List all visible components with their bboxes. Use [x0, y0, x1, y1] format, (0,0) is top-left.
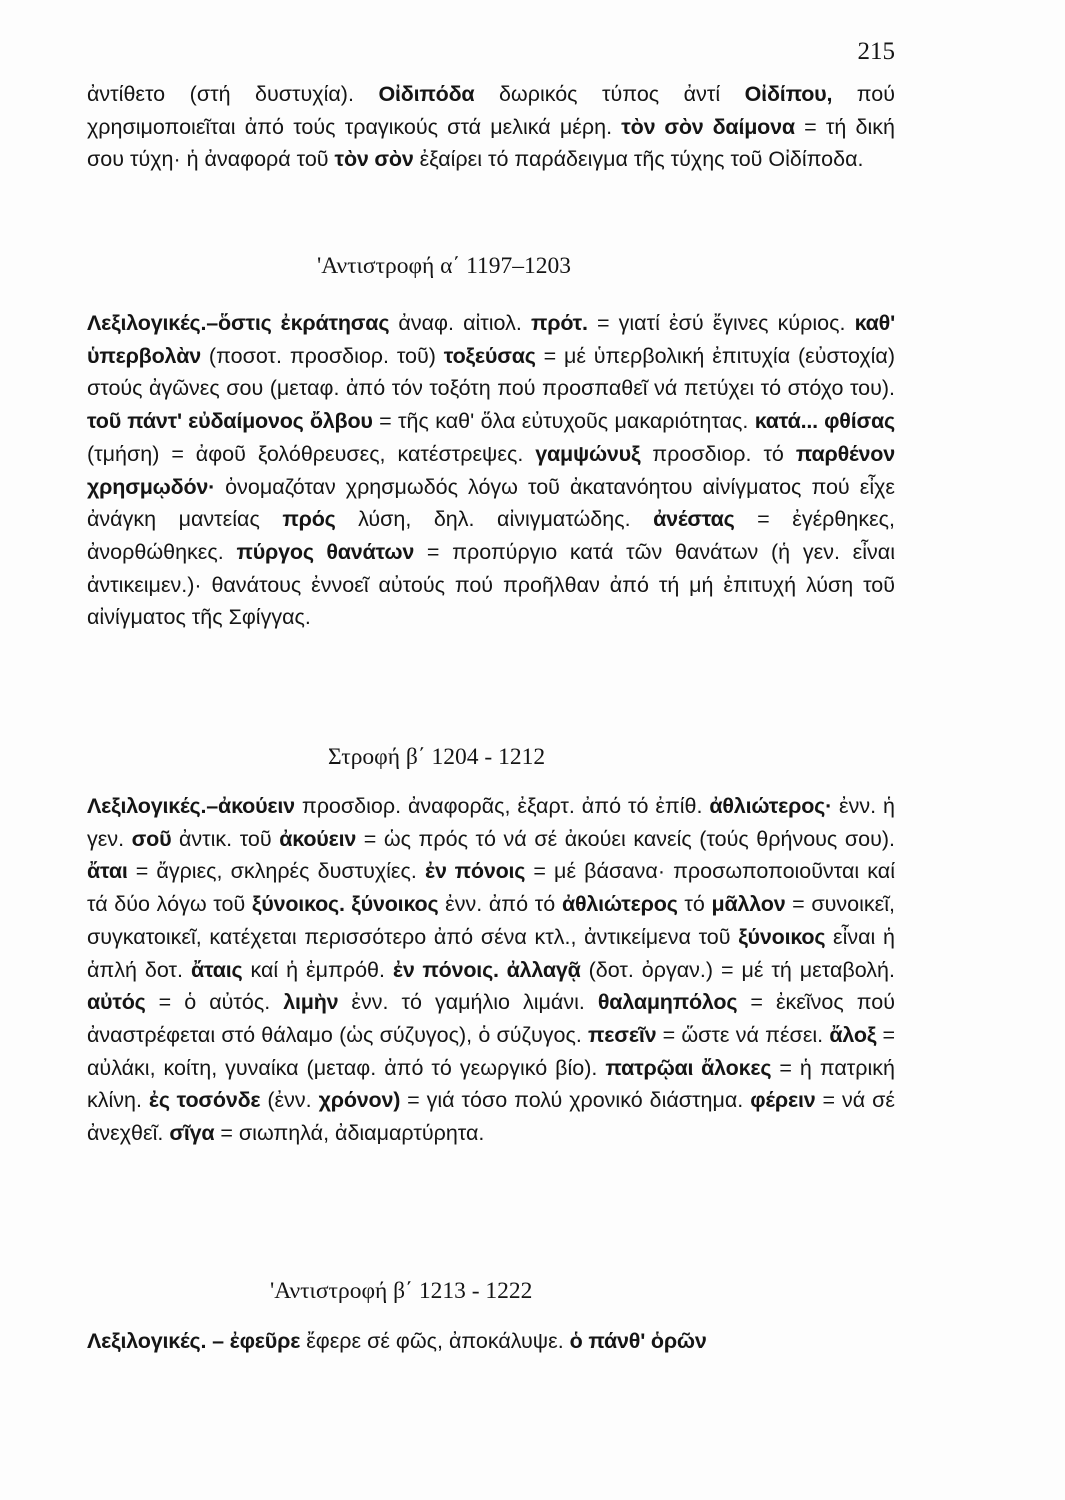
text-run: καί ἡ ἐμπρόθ.	[242, 957, 393, 982]
term-bold: σοῦ	[131, 826, 172, 851]
text-run: = γιά τόσο πολύ χρονικό διάστημα.	[400, 1088, 751, 1113]
text-run: = μέ ὑπερβολική ἐπιτυχία (εὐστοχία) στούς ἀγῶνες σου (μεταφ. ἀπό τόν τοξότη πού προσπαθεῖ νά πετύχει τό στόχο του).	[87, 343, 895, 401]
term-bold: γαμψώνυξ	[535, 441, 641, 466]
text-run: ἐνν. ἀπό τό	[438, 892, 562, 917]
term-bold: ἐν πόνοις	[424, 859, 526, 884]
section-heading-strophe-b: Στροφή β΄ 1204 - 1212	[328, 744, 546, 770]
term-bold: τὸν σὸν δαίμονα	[621, 114, 795, 139]
term-bold: λιμὴν	[283, 990, 339, 1015]
section-heading-antistrophe-b: 'Αντιστροφή β΄ 1213 - 1222	[270, 1278, 533, 1304]
term-bold: ἐν πόνοις. ἀλλαγᾷ	[392, 957, 581, 982]
page-number: 215	[857, 38, 895, 65]
text-run: τό	[677, 892, 712, 917]
text-run: = ἄγριες, σκληρές δυστυχίες.	[127, 859, 425, 884]
text-run: πού χρησιμοποιεῖται ἀπό τούς τραγικούς στά μελικά μέρη.	[87, 82, 896, 139]
term-bold: παρθένον χρησμῳδόν·	[87, 441, 895, 499]
text-run: ἐνν. τό γαμήλιο λιμάνι.	[338, 990, 598, 1015]
term-bold: ἀθλιώτερος·	[709, 794, 833, 818]
text-run: λύση, δηλ. αἰνιγματώδης.	[335, 507, 654, 532]
text-run: προσδιορ. τό	[640, 441, 796, 466]
term-bold: ἄται	[87, 859, 128, 884]
term-bold: ἄλοξ	[829, 1022, 877, 1047]
term-bold: θαλαμηπόλος	[597, 990, 738, 1015]
text-run: = ὁ αὐτός.	[145, 990, 284, 1015]
term-bold: ὁ πάνθ' ὁρῶν	[569, 1329, 707, 1353]
section-heading-antistrophe-a: 'Αντιστροφή α΄ 1197–1203	[317, 253, 572, 279]
text-run: = ὡς πρός τό νά σέ ἀκούει κανείς (τούς θρήνους σου).	[356, 826, 895, 851]
term-bold: τοξεύσας	[443, 343, 536, 368]
paragraph-vocabulary-antistrophe-b	[87, 1325, 895, 1358]
paragraph-commentary-intro	[87, 78, 895, 176]
text-run: = ἡ πατρική κλίνη.	[87, 1055, 896, 1113]
text-run: ἀντικ. τοῦ	[171, 826, 280, 851]
text-run: ἀντίθετο (στή δυστυχία).	[87, 82, 379, 106]
text-run: (ποσοτ. προσδιορ. τοῦ)	[201, 343, 444, 368]
term-bold: κατά... φθίσας	[754, 409, 895, 434]
term-bold: σῖγα	[169, 1121, 215, 1146]
text-run: ἔφερε σέ φῶς, ἀποκάλυψε.	[300, 1329, 570, 1353]
text-run: = ἐγέρθηκες, ἀνορθώθηκες.	[87, 507, 895, 564]
term-bold: ἄταις	[190, 957, 243, 982]
term-bold: φέρειν	[750, 1088, 816, 1113]
text-run: = αὐλάκι, κοίτη, γυναίκα (μεταφ. ἀπό τό γεωργικό βίο).	[87, 1022, 896, 1080]
text-run: = τῆς καθ' ὅλα εὐτυχοῦς μακαριότητας.	[372, 409, 755, 434]
text-run: = συνοικεῖ, συγκατοικεῖ, κατέχεται περισσότερο ἀπό σένα κτλ., ἀντικείμενα τοῦ	[87, 892, 895, 949]
term-bold: πεσεῖν	[588, 1022, 657, 1047]
text-run: προσδιορ. ἀναφορᾶς, ἐξαρτ. ἀπό τό ἐπίθ.	[294, 794, 710, 818]
paragraph-vocabulary-strophe-b	[87, 790, 895, 1150]
term-bold: πατρῷαι ἄλοκες	[605, 1055, 772, 1080]
text-run: ἀναφ. αἰτιολ.	[389, 311, 531, 335]
text-run: ὀνομαζόταν χρησμωδός λόγω τοῦ ἀκατανόητου αἰνίγματος πού εἶχε ἀνάγκη μαντείας	[87, 474, 895, 532]
term-bold: Λεξιλογικές.–ἀκούειν	[87, 794, 295, 818]
text-run: = προπύργιο κατά τῶν θανάτων (ἡ γεν. εἶναι ἀντικειμεν.)· θανάτους ἐννοεῖ αὐτούς πού προῆλθαν ἀπό τή μή ἐπιτυχή λύση τοῦ αἰνίγματος τῆς Σφίγγας.	[87, 539, 895, 630]
term-bold: τοῦ πάντ' εὐδαίμονος ὄλβου	[87, 409, 373, 434]
text-run: = ὥστε νά πέσει.	[656, 1022, 830, 1047]
term-bold: αὐτός	[87, 990, 146, 1015]
text-run: ἐξαίρει τό παράδειγμα τῆς τύχης τοῦ Οἰδίποδα.	[413, 147, 864, 172]
text-run: = τή δική σου τύχη· ἡ ἀναφορά τοῦ	[87, 114, 895, 172]
term-bold: Οἰδιπόδα	[378, 82, 475, 106]
term-bold: πύργος θανάτων	[236, 539, 415, 564]
term-bold: ἀκούειν	[279, 826, 357, 851]
term-bold: Λεξιλογικές.–ὅστις ἐκράτησας	[87, 311, 390, 335]
text-run: = σιωπηλά, ἀδιαμαρτύρητα.	[214, 1121, 485, 1146]
term-bold: μᾶλλον	[711, 892, 786, 917]
term-bold: καθ' ὑπερβολὰν	[87, 311, 895, 368]
term-bold: ἐς τοσόνδε	[148, 1088, 261, 1113]
term-bold: ξύνοικος. ξύνοικος	[251, 892, 439, 917]
text-run: (ἐνν.	[260, 1088, 319, 1113]
text-run: = ἐκεῖνος πού ἀναστρέφεται στό θάλαμο (ὡς σύζυγος), ὁ σύζυγος.	[87, 990, 895, 1047]
text-run: = νά σέ ἀνεχθεῖ.	[87, 1088, 896, 1146]
term-bold: τὸν σὸν	[334, 147, 414, 172]
text-run: (δοτ. ὀργαν.) = μέ τή μεταβολή.	[580, 957, 895, 982]
term-bold: πρότ.	[530, 311, 588, 335]
paragraph-vocabulary-antistrophe-a	[87, 307, 895, 634]
term-bold: ἀθλιώτερος	[561, 892, 678, 917]
term-bold: ἀνέστας	[653, 507, 735, 532]
text-run: δωρικός τύπος ἀντί	[474, 82, 745, 106]
text-run: εἶναι ἡ ἁπλή δοτ.	[87, 924, 895, 982]
text-run: ἐνν. ἡ γεν.	[87, 794, 896, 851]
text-run: = μέ βάσανα· προσωποποιοῦνται καί τά δύο λόγω τοῦ	[87, 859, 895, 917]
term-bold: χρόνον)	[318, 1088, 401, 1113]
text-run: = γιατί ἐσύ ἔγινες κύριος.	[587, 311, 855, 335]
text-run: (τμήση) = ἀφοῦ ξολόθρευσες, κατέστρεψες.	[87, 441, 536, 466]
term-bold: Λεξιλογικές. – ἐφεῦρε	[87, 1329, 301, 1353]
term-bold: Οἰδίπου,	[744, 82, 833, 106]
term-bold: πρός	[282, 507, 336, 532]
term-bold: ξύνοικος	[738, 924, 826, 949]
